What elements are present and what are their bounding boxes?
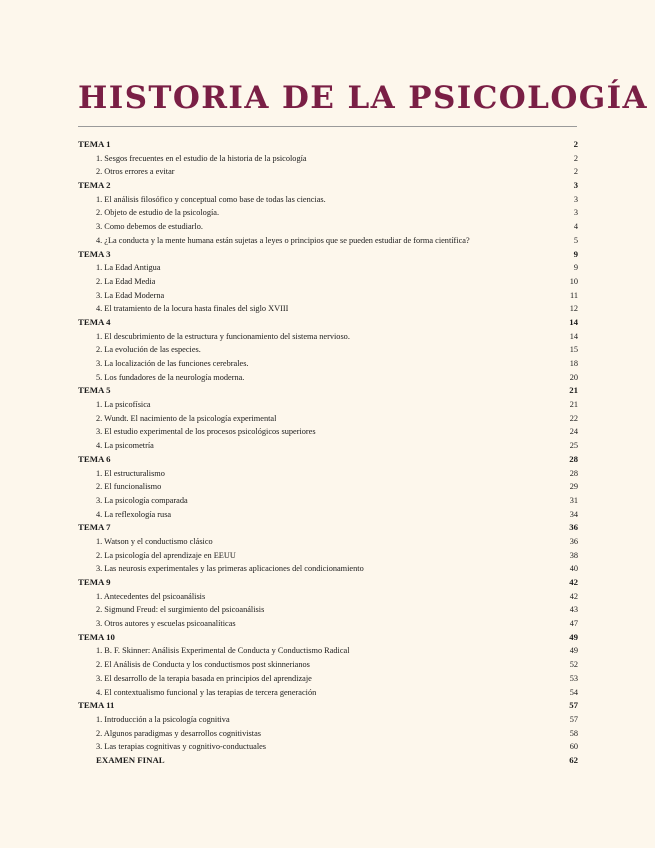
toc-page-number: 18: [569, 359, 578, 368]
toc-entry-label: 1. El análisis filosófico y conceptual como base de todas las ciencias.: [96, 194, 326, 204]
toc-page-number: 4: [573, 222, 578, 232]
toc-page-number: 28: [569, 468, 578, 478]
toc-section-entry[interactable]: [78, 562, 578, 576]
toc-page-number: 60: [569, 742, 578, 752]
toc-section-entry[interactable]: [78, 603, 578, 617]
toc-entry-label: 1. El descubrimiento de la estructura y funcionamiento del sistema nervioso.: [96, 331, 350, 341]
toc-page-number: 20: [569, 372, 578, 382]
toc-chapter-entry[interactable]: [78, 179, 578, 193]
toc-entry-label: 1. Watson y el conductismo clásico: [96, 536, 213, 546]
toc-chapter-entry[interactable]: [78, 521, 578, 535]
toc-section-entry[interactable]: [78, 275, 578, 289]
toc-section-entry[interactable]: [78, 494, 578, 508]
toc-entry-label: 2. Sigmund Freud: el surgimiento del psicoanálisis: [96, 605, 265, 615]
toc-page-number: 38: [569, 550, 578, 560]
toc-entry-label: 4. La reflexología rusa: [96, 509, 172, 519]
toc-page-number: 11: [570, 290, 578, 300]
toc-page-number: 9: [573, 263, 578, 273]
toc-entry-label: TEMA 11: [78, 700, 115, 711]
toc-page-number: 3: [573, 194, 578, 204]
toc-entry-label: 2. Objeto de estudio de la psicología.: [96, 208, 220, 218]
toc-entry-label: 3. La Edad Moderna: [96, 290, 165, 300]
toc-section-entry[interactable]: [78, 330, 578, 344]
toc-entry-label: TEMA 9: [78, 577, 111, 587]
toc-page-number: 58: [569, 728, 578, 738]
toc-entry-label: 4. El tratamiento de la locura hasta finales del siglo XVIII: [96, 304, 289, 314]
toc-section-entry[interactable]: [78, 549, 578, 563]
toc-section-entry[interactable]: [78, 152, 578, 166]
toc-page-number: 28: [569, 453, 578, 464]
toc-section-entry[interactable]: [78, 713, 578, 727]
toc-section-entry[interactable]: [78, 371, 578, 385]
toc-section-entry[interactable]: [78, 644, 578, 658]
toc-entry-label: TEMA 7: [78, 522, 111, 533]
toc-section-entry[interactable]: [78, 234, 578, 248]
toc-entry-label: 4. ¿La conducta y la mente humana están sujetas a leyes o principios que se pueden estudiar de forma científica?: [96, 235, 470, 245]
toc-entry-label: 1. Sesgos frecuentes en el estudio de la historia de la psicología: [96, 153, 307, 163]
toc-entry-label: 3. Otros autores y escuelas psicoanalíticas: [96, 619, 236, 629]
toc-chapter-entry[interactable]: [78, 699, 578, 713]
toc-entry-label: 1. La psicofísica: [96, 400, 151, 410]
toc-section-entry[interactable]: [78, 672, 578, 686]
toc-section-entry[interactable]: [78, 535, 578, 549]
toc-section-entry[interactable]: [78, 740, 578, 754]
toc-section-entry[interactable]: [78, 220, 578, 234]
toc-page-number: 25: [569, 441, 578, 451]
toc-page-number: 62: [569, 754, 578, 765]
toc-entry-label: 3. Las terapias cognitivas y cognitivo-conductuales: [96, 742, 267, 752]
toc-section-entry[interactable]: [78, 357, 578, 371]
toc-chapter-entry[interactable]: [78, 631, 578, 645]
document-title: HISTORIA DE LA PSICOLOGÍA: [78, 80, 649, 116]
toc-page-number: 29: [569, 482, 578, 492]
toc-page-number: 12: [569, 304, 578, 314]
toc-page-number: 5: [573, 235, 578, 245]
toc-page-number: 2: [573, 139, 578, 149]
toc-entry-label: 2. El funcionalismo: [96, 482, 162, 492]
toc-section-entry[interactable]: [78, 686, 578, 700]
toc-page-number: 21: [569, 385, 578, 396]
toc-page-number: 57: [569, 700, 578, 711]
toc-section-entry[interactable]: [78, 302, 578, 316]
toc-section-entry[interactable]: [78, 412, 578, 426]
toc-page-number: 47: [569, 619, 578, 629]
toc-page-number: 24: [569, 427, 578, 437]
toc-page-number: 34: [569, 509, 578, 519]
toc-section-entry[interactable]: [78, 425, 578, 439]
toc-page-number: 53: [569, 673, 578, 683]
toc-entry-label: TEMA 6: [78, 453, 111, 464]
toc-entry-label: 4. El contextualismo funcional y las terapias de tercera generación: [96, 687, 317, 697]
toc-page-number: 49: [569, 646, 578, 656]
toc-section-entry[interactable]: [78, 508, 578, 522]
toc-entry-label: 3. El desarrollo de la terapia basada en principios del aprendizaje: [96, 673, 312, 683]
toc-page-number: 36: [569, 536, 578, 546]
toc-chapter-entry[interactable]: [78, 316, 578, 330]
toc-section-entry[interactable]: [78, 261, 578, 275]
toc-entry-label: 3. Como debemos de estudiarlo.: [96, 222, 203, 232]
toc-entry-label: 1. El estructuralismo: [96, 468, 165, 478]
toc-page-number: 2: [573, 167, 578, 177]
toc-entry-label: 3. La psicología comparada: [96, 495, 188, 505]
toc-page-number: 36: [569, 522, 578, 533]
toc-page-number: 3: [573, 180, 578, 191]
toc-section-entry[interactable]: [78, 658, 578, 672]
toc-page-number: 2: [573, 153, 578, 163]
toc-page-number: 43: [569, 605, 578, 615]
toc-entry-label: 2. La evolución de las especies.: [96, 345, 201, 355]
toc-section-entry[interactable]: [78, 398, 578, 412]
toc-entry-label: 2. El Análisis de Conducta y los conductismos post skinnerianos: [96, 660, 310, 670]
toc-entry-label: TEMA 1: [78, 139, 111, 149]
toc-page-number: 54: [569, 687, 578, 697]
toc-chapter-entry[interactable]: [78, 453, 578, 467]
toc-section-entry[interactable]: [78, 727, 578, 741]
toc-page-number: 9: [573, 248, 578, 259]
toc-page-number: 57: [569, 714, 578, 724]
toc-page-number: 3: [573, 208, 578, 218]
toc-section-entry[interactable]: [78, 343, 578, 357]
toc-page-number: 31: [569, 495, 578, 505]
toc-page-number: 42: [569, 591, 578, 601]
toc-entry-label: 2. Otros errores a evitar: [96, 167, 175, 177]
toc-entry-label: 1. La Edad Antigua: [96, 263, 161, 273]
toc-entry-label: 1. Introducción a la psicología cognitiva: [96, 714, 230, 724]
toc-entry-label: 3. Las neurosis experimentales y las primeras aplicaciones del condicionamiento: [96, 564, 364, 574]
toc-entry-label: 2. Algunos paradigmas y desarrollos cognitivistas: [96, 728, 261, 738]
toc-entry-label: 2. La psicología del aprendizaje en EEUU: [96, 550, 236, 560]
toc-entry-label: 1. B. F. Skinner: Análisis Experimental de Conducta y Conductismo Radical: [96, 646, 350, 656]
toc-entry-label: 1. Antecedentes del psicoanálisis: [96, 591, 206, 601]
toc-entry-label: TEMA 5: [78, 385, 111, 396]
toc-entry-label: 2. Wundt. El nacimiento de la psicología experimental: [96, 413, 277, 423]
toc-section-entry[interactable]: [78, 165, 578, 179]
toc-section-entry[interactable]: [78, 467, 578, 481]
toc-page-number: 42: [569, 577, 578, 587]
toc-page-number: 49: [569, 631, 578, 642]
toc-page-number: 21: [569, 400, 578, 410]
toc-entry-label: EXAMEN FINAL: [96, 754, 165, 765]
toc-section-entry[interactable]: [78, 590, 578, 604]
toc-page-number: 40: [569, 564, 578, 574]
toc-page-number: 10: [569, 276, 578, 286]
toc-page-number: 15: [569, 345, 578, 355]
toc-entry-label: TEMA 4: [78, 316, 111, 327]
toc-section-entry[interactable]: [78, 480, 578, 494]
title-divider: [78, 126, 577, 127]
toc-entry-label: 5. Los fundadores de la neurología moderna.: [96, 372, 245, 382]
toc-entry-label: TEMA 10: [78, 631, 115, 642]
toc-section-entry[interactable]: [78, 617, 578, 631]
toc-section-entry[interactable]: [78, 206, 578, 220]
toc-entry-label: 2. La Edad Media: [96, 276, 156, 286]
toc-section-entry[interactable]: [78, 439, 578, 453]
toc-chapter-entry[interactable]: [78, 576, 578, 590]
toc-chapter-entry[interactable]: [78, 248, 578, 262]
toc-final-exam-entry[interactable]: [78, 754, 578, 768]
toc-entry-label: 3. La localización de las funciones cerebrales.: [96, 359, 249, 368]
toc-page-number: 14: [569, 316, 578, 327]
toc-page-number: 52: [569, 660, 578, 670]
toc-chapter-entry[interactable]: [78, 138, 578, 152]
toc-page-number: 22: [569, 413, 578, 423]
toc-section-entry[interactable]: [78, 193, 578, 207]
toc-page-number: 14: [569, 331, 578, 341]
toc-entry-label: 3. El estudio experimental de los procesos psicológicos superiores: [96, 427, 316, 437]
toc-entry-label: TEMA 3: [78, 248, 111, 259]
toc-entry-label: TEMA 2: [78, 180, 111, 191]
toc-chapter-entry[interactable]: [78, 384, 578, 398]
toc-entry-label: 4. La psicometría: [96, 441, 154, 451]
table-of-contents: [78, 138, 578, 768]
toc-section-entry[interactable]: [78, 289, 578, 303]
